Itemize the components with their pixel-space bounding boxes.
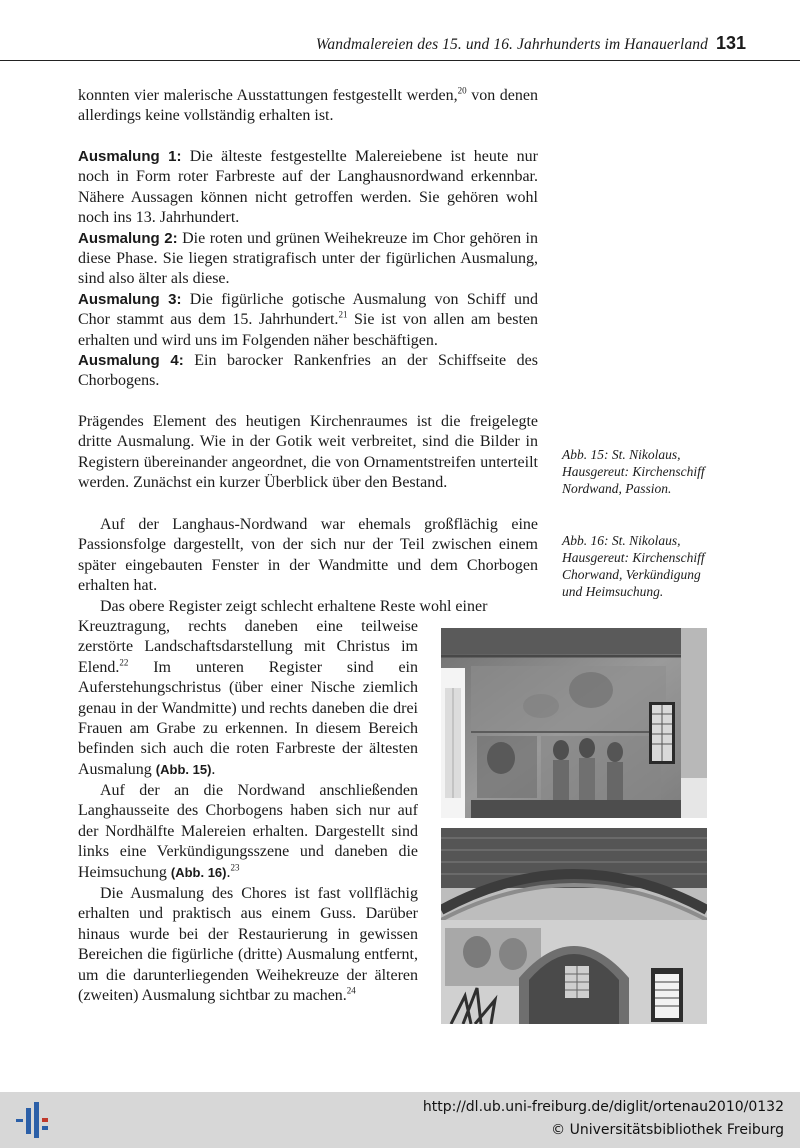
figure-ref-16[interactable]: (Abb. 16)	[170, 864, 227, 880]
footnote-ref: 21	[338, 309, 348, 320]
figure-abb-16-photo	[441, 828, 707, 1024]
figure-ref-15[interactable]: (Abb. 15)	[155, 761, 212, 777]
running-title: Wandmalereien des 15. und 16. Jahrhunderts im Hanauerland	[315, 36, 708, 53]
phase-item: Ausmalung 4: Ein barocker Rankenfries an der Schiffseite des Chorbogens.	[78, 352, 538, 390]
caption-abb-16: Abb. 16: St. Nikolaus, Hausgereut: Kirchenschiff Chorwand, Verkündigung und Heimsuchung.	[562, 533, 705, 599]
page-number: 131	[715, 33, 746, 53]
body-paragraph-3-cont: Kreuztragung, rechts daneben eine teilweise zerstörte Landschaftsdarstellung mit Christus im Elend.$^{22}$ Im unteren Register sind ein Auferstehungschristus (über einer Nische ziemlich genau in der Wandmitte) und rechts daneben die drei Frauen am Grabe zu erkennen. In diesem Bereich befinden sich auch die roten Farbreste der ältesten Ausmalung (Abb. 15).	[78, 618, 418, 778]
footnote-ref: 22	[119, 657, 129, 668]
body-paragraph-5: Die Ausmalung des Chores ist fast vollflächig erhalten und praktisch aus einem Guss. Darüber hinaus wurde bei der Restaurierung in gewissen Bereichen die figürliche (dritte) Ausmalung entfernt, um die darunterliegenden Weihekreuze der älteren (zweiten) Ausmalung sichtbar zu machen.$^{24}$	[78, 885, 418, 1005]
page-footer	[0, 1092, 800, 1148]
footnote-ref: 20	[457, 85, 467, 96]
footnote-ref: 23	[230, 862, 240, 873]
body-paragraph-4: Auf der an die Nordwand anschließenden Langhausseite des Chorbogens haben sich nur auf der Nordhälfte Malereien erhalten. Dargestellt sind links eine Verkündigungsszene und daneben die Heimsuchung (Abb. 16).$^{23}$	[78, 782, 418, 881]
library-logo-icon	[14, 1100, 54, 1140]
body-paragraph-1: Prägendes Element des heutigen Kirchenraumes ist die freigelegte dritte Ausmalung. Wie in der Gotik weit verbreitet, sind die Bilder in Registern übereinander angeordnet, die von Ornamentstreifen unterteilt werden. Zunächst ein kurzer Überblick über den Bestand.	[78, 413, 538, 492]
page-header	[0, 0, 800, 61]
body-paragraph-2: Auf der Langhaus-Nordwand war ehemals großflächig eine Passionsfolge dargestellt, von der sich nur der Teil zwischen einem später eingebauten Fenster in der Wandmitte und dem Chorbogen erhalten hat.	[78, 516, 538, 595]
intro-paragraph: konnten vier malerische Ausstattungen festgestellt werden,$^{20}$ von denen allerdings keine vollständig erhalten ist.	[78, 85, 539, 125]
caption-abb-15: Abb. 15: St. Nikolaus, Hausgereut: Kirchenschiff Nordwand, Passion.	[562, 447, 705, 496]
phase-item: Ausmalung 2: Die roten und grünen Weihekreuze im Chor gehören in diese Phase. Sie liegen stratigrafisch unter der figürlichen Ausmalung, sind also älter als diese.	[78, 229, 538, 288]
source-url-link[interactable]: http://dl.ub.uni-freiburg.de/diglit/ortenau2010/0132	[422, 1099, 784, 1115]
copyright-text: © Universitätsbibliothek Freiburg	[551, 1122, 784, 1138]
phase-item: Ausmalung 1: Die älteste festgestellte Malereiebene ist heute nur noch in Form roter Farbreste auf der Langhausnordwand erkennbar. Nähere Aussagen können nicht getroffen werden. Sie gehören wohl noch ins 13. Jahrhundert.	[78, 148, 538, 227]
figure-abb-15-photo	[441, 628, 707, 818]
phases-list	[78, 147, 538, 392]
phase-item: Ausmalung 3: Die figürliche gotische Ausmalung von Schiff und Chor stammt aus dem 15. Jahrhundert.$^{21}$ Sie ist von allen am besten erhalten und wird uns im Folgenden näher beschäftigen.	[78, 290, 539, 349]
footnote-ref: 24	[346, 985, 356, 996]
body-paragraph-3-start: Das obere Register zeigt schlecht erhaltene Reste wohl einer	[100, 598, 488, 615]
